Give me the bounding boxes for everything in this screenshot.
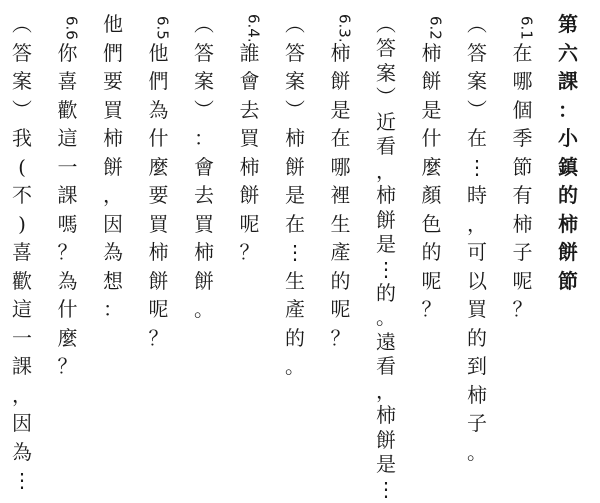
character: 歡 bbox=[12, 268, 32, 293]
character: ， bbox=[467, 211, 487, 236]
character: 為 bbox=[103, 240, 123, 264]
character: 答 bbox=[12, 40, 32, 65]
character: 想 bbox=[103, 268, 123, 293]
character: 麼 bbox=[148, 154, 169, 179]
character: 是 bbox=[376, 232, 396, 257]
character: 柿 bbox=[512, 211, 533, 236]
character: 裡 bbox=[330, 183, 351, 207]
character: ？ bbox=[512, 297, 533, 321]
character: ︶ bbox=[12, 97, 32, 122]
character: 餅 bbox=[330, 69, 351, 93]
character: 柿 bbox=[421, 40, 442, 65]
character: 一 bbox=[12, 325, 32, 350]
character: ︶ bbox=[467, 97, 487, 122]
character: 餅 bbox=[558, 240, 578, 264]
character: 他 bbox=[148, 40, 169, 65]
character: ， bbox=[103, 183, 123, 207]
character: 有 bbox=[512, 183, 533, 207]
text-column-q1 bbox=[511, 14, 545, 503]
character: 答 bbox=[194, 40, 214, 65]
character: 。 bbox=[376, 305, 396, 330]
character: 子 bbox=[512, 240, 533, 264]
character: 什 bbox=[148, 126, 169, 150]
character: 生 bbox=[285, 268, 305, 293]
character: 為 bbox=[57, 268, 78, 293]
character: 柿 bbox=[376, 183, 396, 208]
character: ︶ bbox=[376, 85, 396, 110]
character: 們 bbox=[148, 69, 169, 93]
character: 答 bbox=[467, 40, 487, 65]
character: 生 bbox=[330, 211, 351, 236]
character: 柿 bbox=[239, 154, 260, 179]
character: 案 bbox=[376, 60, 396, 85]
character: 在 bbox=[285, 211, 305, 236]
character: 是 bbox=[330, 97, 351, 122]
character: ？ bbox=[57, 240, 78, 264]
character: 的 bbox=[376, 280, 396, 305]
character: 我 bbox=[12, 126, 32, 150]
character: 餅 bbox=[148, 268, 169, 293]
character: ⋮ bbox=[376, 476, 396, 501]
character: 呢 bbox=[512, 268, 533, 293]
character: 六 bbox=[558, 40, 578, 65]
character: ？ bbox=[239, 240, 260, 264]
character: 是 bbox=[376, 452, 396, 477]
character: 柿 bbox=[330, 40, 351, 65]
character: 近 bbox=[376, 109, 396, 134]
character: 哪 bbox=[512, 69, 533, 93]
character: 的 bbox=[285, 325, 305, 350]
character: 小 bbox=[558, 126, 578, 150]
character: 柿 bbox=[467, 382, 487, 407]
character: 時 bbox=[467, 183, 487, 207]
character: 去 bbox=[194, 183, 214, 207]
character: 產 bbox=[285, 297, 305, 321]
character: 鎮 bbox=[558, 154, 578, 179]
character: ？ bbox=[421, 297, 442, 321]
character: 是 bbox=[285, 183, 305, 207]
question-number: 6.2 bbox=[426, 16, 445, 41]
character: 因 bbox=[103, 211, 123, 236]
character: 這 bbox=[12, 297, 32, 321]
character: 課 bbox=[12, 354, 32, 378]
text-column-q5 bbox=[147, 14, 181, 503]
text-column-q6 bbox=[56, 14, 90, 503]
character: 為 bbox=[12, 439, 32, 464]
character: 遠 bbox=[376, 329, 396, 354]
character: 哪 bbox=[330, 154, 351, 179]
character: 什 bbox=[421, 126, 442, 150]
question-number: 6.5 bbox=[153, 16, 172, 41]
character: 嗎 bbox=[57, 211, 78, 236]
character: ？ bbox=[57, 354, 78, 378]
character: 看 bbox=[376, 354, 396, 379]
text-column-q3 bbox=[329, 14, 363, 503]
character: 為 bbox=[148, 97, 169, 122]
question-number: 6.1 bbox=[517, 16, 536, 41]
character: 節 bbox=[558, 268, 578, 293]
character: 在 bbox=[512, 40, 533, 65]
character: 。 bbox=[194, 297, 214, 321]
character: 買 bbox=[103, 97, 123, 122]
character: 會 bbox=[239, 69, 260, 93]
character: ： bbox=[558, 97, 578, 122]
character: 個 bbox=[512, 97, 533, 122]
character: ？ bbox=[330, 325, 351, 350]
character: 麼 bbox=[57, 325, 78, 350]
text-column-q5b bbox=[101, 14, 135, 503]
character: 的 bbox=[467, 325, 487, 350]
character: 餅 bbox=[421, 69, 442, 93]
character: 呢 bbox=[330, 297, 351, 321]
character: 因 bbox=[12, 411, 32, 435]
character: 誰 bbox=[239, 40, 260, 65]
character: 柿 bbox=[194, 240, 214, 264]
character: 可 bbox=[467, 240, 487, 264]
character: 案 bbox=[467, 69, 487, 93]
character: 顏 bbox=[421, 183, 442, 207]
character: 喜 bbox=[12, 240, 32, 264]
character: 案 bbox=[285, 69, 305, 93]
character: 柿 bbox=[285, 126, 305, 150]
character: 到 bbox=[467, 354, 487, 378]
character: 什 bbox=[57, 297, 78, 321]
character: ， bbox=[376, 158, 396, 183]
text-column-title bbox=[556, 14, 590, 503]
character: 買 bbox=[239, 126, 260, 150]
character: 柿 bbox=[376, 403, 396, 428]
character: 呢 bbox=[148, 297, 169, 321]
character: 產 bbox=[330, 240, 351, 264]
character: ︶ bbox=[285, 97, 305, 122]
character: 要 bbox=[148, 183, 169, 207]
character: ⋮ bbox=[467, 154, 487, 179]
character: 呢 bbox=[421, 268, 442, 293]
character: ) bbox=[18, 211, 26, 236]
character: ︵ bbox=[285, 12, 305, 36]
character: 們 bbox=[103, 40, 123, 65]
character: 呢 bbox=[239, 211, 260, 236]
character: 餅 bbox=[376, 207, 396, 232]
character: ⋮ bbox=[376, 256, 396, 281]
text-column-q2 bbox=[420, 14, 454, 503]
text-column-q4 bbox=[238, 14, 272, 503]
character: 在 bbox=[467, 126, 487, 150]
character: 。 bbox=[467, 439, 487, 464]
character: 答 bbox=[285, 40, 305, 65]
question-number: 6.4. bbox=[244, 14, 263, 43]
character: 餅 bbox=[239, 183, 260, 207]
text-column-a3 bbox=[283, 14, 317, 503]
character: 買 bbox=[148, 211, 169, 236]
character: ⋮ bbox=[12, 468, 32, 492]
character: 第 bbox=[558, 12, 578, 36]
character: ︶ bbox=[194, 97, 214, 122]
character: 麼 bbox=[421, 154, 442, 179]
character: ： bbox=[103, 297, 123, 321]
character: 歡 bbox=[57, 97, 78, 122]
character: ︵ bbox=[376, 12, 396, 36]
character: 柿 bbox=[148, 240, 169, 264]
character: ︵ bbox=[12, 12, 32, 36]
question-number: 6.6 bbox=[62, 16, 81, 41]
character: 不 bbox=[12, 183, 32, 207]
text-column-a1 bbox=[465, 14, 499, 503]
character: 在 bbox=[330, 126, 351, 150]
character: 會 bbox=[194, 154, 214, 179]
character: 色 bbox=[421, 211, 442, 236]
character: 季 bbox=[512, 126, 533, 150]
character: ， bbox=[376, 378, 396, 403]
character: 是 bbox=[421, 97, 442, 122]
character: 這 bbox=[57, 126, 78, 150]
character: 餅 bbox=[285, 154, 305, 179]
text-column-a6 bbox=[10, 14, 44, 503]
character: 一 bbox=[57, 154, 78, 179]
character: 你 bbox=[57, 40, 78, 65]
text-column-a4 bbox=[192, 14, 226, 503]
character: 買 bbox=[467, 297, 487, 321]
character: ( bbox=[18, 154, 26, 179]
character: 餅 bbox=[103, 154, 123, 179]
character: 節 bbox=[512, 154, 533, 179]
character: 他 bbox=[103, 12, 123, 36]
character: ︵ bbox=[467, 12, 487, 36]
character: 的 bbox=[558, 183, 578, 207]
character: ， bbox=[12, 382, 32, 407]
question-number: 6.3. bbox=[335, 14, 354, 43]
character: 案 bbox=[194, 69, 214, 93]
character: 柿 bbox=[558, 211, 578, 236]
character: 課 bbox=[558, 69, 578, 93]
character: 以 bbox=[467, 268, 487, 293]
character: 的 bbox=[330, 268, 351, 293]
character: ： bbox=[194, 126, 214, 150]
character: 子 bbox=[467, 411, 487, 435]
character: 的 bbox=[421, 240, 442, 264]
character: 看 bbox=[376, 134, 396, 159]
character: 。 bbox=[285, 354, 305, 378]
character: ︵ bbox=[194, 12, 214, 36]
character: 去 bbox=[239, 97, 260, 122]
character: 餅 bbox=[194, 268, 214, 293]
character: 喜 bbox=[57, 69, 78, 93]
character: ？ bbox=[148, 325, 169, 350]
character: 答 bbox=[376, 36, 396, 61]
character: ⋮ bbox=[285, 240, 305, 264]
character: 買 bbox=[194, 211, 214, 236]
text-column-a2 bbox=[374, 14, 408, 503]
character: 柿 bbox=[103, 126, 123, 150]
character: 要 bbox=[103, 69, 123, 93]
character: 案 bbox=[12, 69, 32, 93]
character: 課 bbox=[57, 183, 78, 207]
character: 餅 bbox=[376, 427, 396, 452]
